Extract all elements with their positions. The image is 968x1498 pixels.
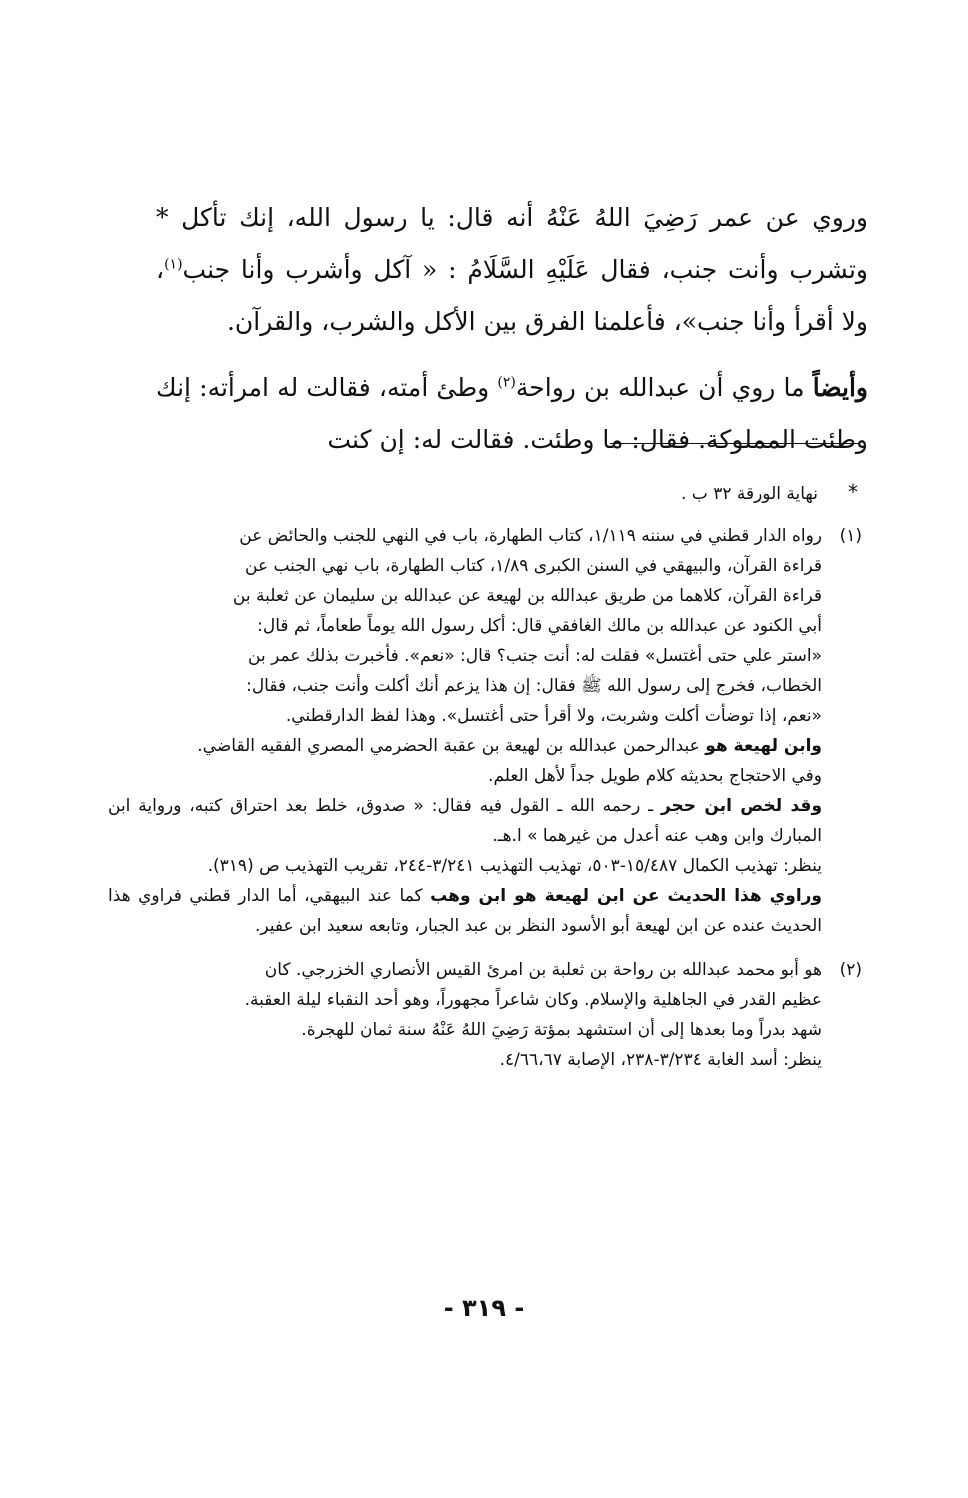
main-text-run: وروي عن عمر رَضِيَ اللهُ عَنْهُ أنه قال: يا رسول الله، إنك تأكل: [181, 203, 868, 232]
main-paragraph-2: [156, 362, 868, 466]
footnote-line: قراءة القرآن، والبيهقي في السنن الكبرى ١/٨٩، كتاب الطهارة، باب نهي الجنب عن: [245, 556, 822, 576]
footnote-divider: [610, 443, 860, 444]
footnote-number: (٢): [839, 960, 862, 980]
main-paragraph-1: [156, 192, 868, 348]
footnote-bold: وقد لخص ابن حجر: [660, 796, 823, 816]
footnote-text: كما عند البيهقي، أما الدار قطني فراوي هذا الحديث عنده عن ابن لهيعة أبو الأسود النظر بن عبد الجبار، وتابعه سعيد ابن عفير.: [108, 886, 822, 936]
footnote-2: [108, 955, 862, 1075]
footnote-line: هو أبو محمد عبدالله بن رواحة بن ثعلبة بن امرئ القيس الأنصاري الخزرجي. كان: [264, 960, 822, 980]
footnotes: [108, 521, 862, 1075]
footnote-text: عبدالرحمن عبدالله بن لهيعة بن عقبة الحضرمي المصري الفقيه القاضي.: [197, 736, 700, 756]
page-number: - ٣١٩ -: [443, 1294, 525, 1322]
footnote-bold: وراوي هذا الحديث عن ابن لهيعة هو ابن وهب: [430, 886, 823, 906]
footnote-line: [108, 731, 822, 761]
folio-note: [158, 478, 858, 508]
main-text-run: ، ولا أقرأ وأنا جنب»، فأعلمنا الفرق بين الأكل والشرب، والقرآن.: [156, 255, 868, 336]
main-text-run: ما روي أن عبدالله بن رواحة: [515, 373, 805, 402]
footnote-line: عظيم القدر في الجاهلية والإسلام. وكان شاعراً مجهوراً، وهو أحد النقباء ليلة العقبة.: [244, 990, 822, 1010]
footnote-line: [108, 881, 822, 941]
footnote-line: ينظر: أسد الغابة ٣/٢٣٤-٢٣٨، الإصابة ٤/٦٦،٦٧.: [499, 1050, 822, 1070]
footnote-ref-2: (٢): [497, 374, 516, 391]
folio-star-mark: *: [156, 203, 169, 232]
footnote-bold: وابن لهيعة هو: [705, 736, 822, 756]
footnote-number: (١): [839, 526, 862, 546]
footnote-line: وفي الاحتجاج بحديثه كلام طويل جداً لأهل العلم.: [488, 766, 822, 786]
folio-note-star: *: [848, 480, 858, 504]
footnote-line: رواه الدار قطني في سننه ١/١١٩، كتاب الطهارة، باب في النهي للجنب والحائض عن: [239, 526, 822, 546]
folio-note-text: نهاية الورقة ٣٢ ب .: [680, 484, 818, 504]
footnote-line: قراءة القرآن، كلاهما من طريق عبدالله بن لهيعة عن عبدالله بن سليمان عن ثعلبة بن: [232, 586, 822, 606]
footnote-1: [108, 521, 862, 941]
main-text-run: وطئ أمته، فقالت له امرأته: إنك وطئت المملوكة. فقال: ما وطئت. فقالت له: إن كنت: [156, 373, 868, 454]
footnote-line: [108, 791, 822, 851]
footnote-line: ينظر: تهذيب الكمال ١٥/٤٨٧-٥٠٣، تهذيب التهذيب ٣/٢٤١-٢٤٤، تقريب التهذيب ص (٣١٩).: [207, 856, 822, 876]
footnote-line: شهد بدراً وما بعدها إلى أن استشهد بمؤتة رَضِيَ اللهُ عَنْهُ سنة ثمان للهجرة.: [301, 1020, 822, 1040]
footnote-line: «نعم، إذا توضأت أكلت وشربت، ولا أقرأ حتى أغتسل». وهذا لفظ الدارقطني.: [285, 706, 822, 726]
main-text-run: وتشرب وأنت جنب، فقال عَلَيْهِ السَّلَامُ : « آكل وأشرب وأنا جنب: [182, 255, 868, 284]
footnote-line: «استر علي حتى أغتسل» فقلت له: أنت جنب؟ قال: «نعم». فأخبرت بذلك عمر بن: [248, 646, 822, 666]
main-bold-word: وأيضاً: [812, 373, 868, 402]
footnote-text: ـ رحمه الله ـ القول فيه فقال: « صدوق، خلط بعد احتراق كتبه، ورواية ابن المبارك وابن وهب عنه أعدل من غيرهما » ا.هـ.: [108, 796, 822, 846]
footnote-ref-1: (١): [164, 256, 183, 273]
footnote-line: أبي الكنود عن عبدالله بن مالك الغافقي قال: أكل رسول الله يوماً طعاماً، ثم قال:: [257, 616, 822, 636]
main-text: [156, 192, 868, 466]
footnote-line: الخطاب، فخرج إلى رسول الله ﷺ فقال: إن هذا يزعم أنك أكلت وأنت جنب، فقال:: [246, 676, 822, 696]
